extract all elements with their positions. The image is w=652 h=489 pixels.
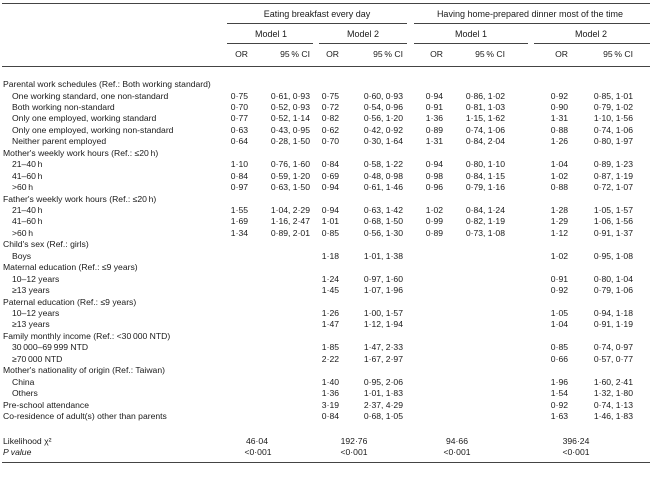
or-model2-breakfast: 0·84 <box>321 411 339 421</box>
or-model1-breakfast: 0·84 <box>230 170 248 181</box>
ci-model2-breakfast: 1·07, 1·96 <box>363 285 403 296</box>
table-row <box>2 79 650 90</box>
or-model2-dinner: 0·85 <box>550 342 568 353</box>
ci-model2-dinner: 0·74, 1·13 <box>593 399 633 410</box>
or-model1-breakfast: 0·70 <box>230 101 248 112</box>
row-label: Both working non-standard <box>12 101 115 112</box>
ci-model1-dinner: 0·84, 2·04 <box>465 136 505 147</box>
or-model1-breakfast: 0·63 <box>230 124 248 135</box>
or-model2-breakfast: 1·40 <box>321 376 339 387</box>
row-label: Father's weekly work hours (Ref.: ≤20 h) <box>3 193 157 204</box>
or-model2-dinner: 1·63 <box>550 411 568 421</box>
table-row <box>2 297 650 308</box>
or-model2-breakfast: 1·45 <box>321 285 339 296</box>
table-row <box>2 388 650 399</box>
row-label: 21–40 h <box>12 159 43 170</box>
or-model2-breakfast: 1·36 <box>321 388 339 399</box>
pvalue-row <box>2 447 650 458</box>
row-label: Child's sex (Ref.: girls) <box>3 239 89 250</box>
model2-header-breakfast: Model 2 <box>346 29 380 39</box>
or-model2-dinner: 1·12 <box>550 227 568 238</box>
table-row <box>2 239 650 250</box>
row-label: Only one employed, working non-standard <box>12 124 174 135</box>
pvalue-3: <0·001 <box>443 447 471 457</box>
or-model1-dinner: 0·91 <box>425 101 443 112</box>
or-model2-dinner: 1·54 <box>550 388 568 399</box>
ci-model2-breakfast: 1·12, 1·94 <box>363 319 403 330</box>
header-bottom-rule <box>2 66 650 67</box>
or-model2-breakfast: 0·70 <box>321 136 339 147</box>
ci-header: 95 % CI <box>373 49 403 59</box>
or-model1-breakfast: 1·69 <box>230 216 248 227</box>
ci-model2-dinner: 0·80, 1·97 <box>593 136 633 147</box>
or-model2-breakfast: 0·72 <box>321 101 339 112</box>
table-row <box>2 308 650 319</box>
ci-model2-dinner: 0·94, 1·18 <box>593 308 633 318</box>
or-model2-dinner: 0·88 <box>550 182 568 193</box>
ci-model1-dinner: 0·73, 1·08 <box>465 227 505 238</box>
or-header: OR <box>235 49 248 59</box>
ci-model2-breakfast: 0·56, 1·30 <box>363 227 403 238</box>
row-label: ≥70 000 NTD <box>12 353 63 364</box>
ci-model2-breakfast: 1·00, 1·57 <box>363 308 403 318</box>
group-header-breakfast: Eating breakfast every day <box>263 9 371 19</box>
or-model2-breakfast: 0·85 <box>321 227 339 238</box>
or-model2-breakfast: 1·47 <box>321 319 339 330</box>
or-model2-breakfast: 1·26 <box>321 308 339 318</box>
ci-model2-dinner: 0·91, 1·19 <box>593 319 633 330</box>
ci-model2-breakfast: 0·58, 1·22 <box>363 159 403 170</box>
bottom-rule <box>2 462 650 463</box>
row-label: >60 h <box>12 227 34 238</box>
or-model2-breakfast: 0·94 <box>321 204 339 215</box>
model1-header-breakfast: Model 1 <box>254 29 288 39</box>
or-model2-breakfast: 0·62 <box>321 124 339 135</box>
model1-header-dinner: Model 1 <box>454 29 488 39</box>
ci-model2-breakfast: 0·48, 0·98 <box>363 170 403 181</box>
or-model2-breakfast: 0·84 <box>321 159 339 170</box>
ci-model2-breakfast: 2·37, 4·29 <box>363 399 403 410</box>
or-model2-dinner: 1·96 <box>550 376 568 387</box>
ci-model2-breakfast: 0·97, 1·60 <box>363 273 403 284</box>
row-label: Co-residence of adult(s) other than parents <box>3 411 167 421</box>
pvalue-label: P value <box>3 447 32 457</box>
or-model1-breakfast: 0·97 <box>230 182 248 193</box>
ci-model2-breakfast: 0·61, 1·46 <box>363 182 403 193</box>
or-model1-breakfast: 0·64 <box>230 136 248 147</box>
model-rule-1 <box>227 43 313 44</box>
table-row <box>2 377 650 388</box>
ci-model2-dinner: 0·89, 1·23 <box>593 159 633 170</box>
row-label: Neither parent employed <box>12 136 107 147</box>
table-row <box>2 319 650 330</box>
or-model1-dinner: 0·94 <box>425 159 443 170</box>
ci-model1-breakfast: 0·28, 1·50 <box>270 136 310 147</box>
table-row <box>2 171 650 182</box>
row-label: China <box>12 376 35 387</box>
table-row <box>2 159 650 170</box>
or-model2-breakfast: 1·85 <box>321 342 339 353</box>
likelihood-row <box>2 436 650 447</box>
ci-model2-dinner: 1·06, 1·56 <box>593 216 633 227</box>
or-model2-dinner: 1·04 <box>550 159 568 170</box>
ci-model2-dinner: 0·79, 1·02 <box>593 101 633 112</box>
or-model2-dinner: 0·92 <box>550 399 568 410</box>
ci-model2-breakfast: 1·01, 1·83 <box>363 388 403 399</box>
column-header-row <box>2 49 650 60</box>
ci-model2-dinner: 0·72, 1·07 <box>593 182 633 193</box>
row-label: Family monthly income (Ref.: <30 000 NTD) <box>3 330 171 341</box>
ci-model1-breakfast: 0·89, 2·01 <box>270 227 310 238</box>
row-label: 41–60 h <box>12 216 43 227</box>
ci-model1-breakfast: 1·16, 2·47 <box>270 216 310 227</box>
model-rule-3 <box>414 43 528 44</box>
or-model2-breakfast: 0·69 <box>321 170 339 181</box>
or-model1-dinner: 0·96 <box>425 182 443 193</box>
or-model1-breakfast: 1·34 <box>230 227 248 238</box>
or-model2-breakfast: 0·94 <box>321 182 339 193</box>
ci-model2-breakfast: 0·63, 1·42 <box>363 204 403 215</box>
ci-model2-dinner: 1·10, 1·56 <box>593 113 633 124</box>
ci-model1-breakfast: 0·76, 1·60 <box>270 159 310 170</box>
ci-model2-dinner: 0·74, 1·06 <box>593 124 633 135</box>
or-header: OR <box>326 49 339 59</box>
or-header: OR <box>555 49 568 59</box>
or-model1-dinner: 0·89 <box>425 227 443 238</box>
ci-model1-breakfast: 0·43, 0·95 <box>270 124 310 135</box>
row-label: Others <box>12 388 38 399</box>
ci-model2-breakfast: 0·54, 0·96 <box>363 101 403 112</box>
table-row <box>2 102 650 113</box>
table-row <box>2 182 650 193</box>
row-label: Boys <box>12 250 32 261</box>
or-model2-dinner: 0·88 <box>550 124 568 135</box>
or-model2-breakfast: 0·75 <box>321 90 339 101</box>
table-row <box>2 274 650 285</box>
ci-model1-dinner: 0·86, 1·02 <box>465 90 505 101</box>
ci-model2-breakfast: 0·30, 1·64 <box>363 136 403 147</box>
table-row <box>2 113 650 124</box>
table-row <box>2 262 650 273</box>
ci-model1-dinner: 0·81, 1·03 <box>465 101 505 112</box>
row-label: Mother's weekly work hours (Ref.: ≤20 h) <box>3 147 159 158</box>
ci-model2-breakfast: 1·01, 1·38 <box>363 250 403 261</box>
or-model2-dinner: 1·02 <box>550 250 568 261</box>
or-model1-breakfast: 0·75 <box>230 90 248 101</box>
ci-header: 95 % CI <box>475 49 505 59</box>
ci-model2-dinner: 0·74, 0·97 <box>593 342 633 353</box>
or-model2-dinner: 0·92 <box>550 285 568 296</box>
or-model1-dinner: 0·99 <box>425 216 443 227</box>
row-label: Pre-school attendance <box>3 399 89 410</box>
ci-model1-dinner: 1·15, 1·62 <box>465 113 505 124</box>
row-label: One working standard, one non-standard <box>12 90 169 101</box>
or-model1-dinner: 0·98 <box>425 170 443 181</box>
table-row <box>2 148 650 159</box>
table-row <box>2 411 650 422</box>
pvalue-4: <0·001 <box>562 447 590 457</box>
ci-model1-dinner: 0·84, 1·24 <box>465 204 505 215</box>
ci-header: 95 % CI <box>603 49 633 59</box>
or-model2-dinner: 1·31 <box>550 113 568 124</box>
ci-model2-dinner: 0·85, 1·01 <box>593 90 633 101</box>
ci-model2-breakfast: 0·68, 1·05 <box>363 411 403 421</box>
or-model2-dinner: 1·02 <box>550 170 568 181</box>
or-model2-breakfast: 1·24 <box>321 273 339 284</box>
table-row <box>2 251 650 262</box>
table-row <box>2 205 650 216</box>
or-model2-breakfast: 3·19 <box>321 399 339 410</box>
row-label: 21–40 h <box>12 204 43 215</box>
ci-model2-dinner: 1·05, 1·57 <box>593 204 633 215</box>
ci-model2-dinner: 1·46, 1·83 <box>593 411 633 421</box>
or-model2-breakfast: 1·18 <box>321 250 339 261</box>
row-label: ≥13 years <box>12 285 50 296</box>
ci-model2-breakfast: 0·68, 1·50 <box>363 216 403 227</box>
model2-header-dinner: Model 2 <box>574 29 608 39</box>
ci-model2-dinner: 1·32, 1·80 <box>593 388 633 399</box>
table-row <box>2 354 650 365</box>
row-label: Mother's nationality of origin (Ref.: Taiwan) <box>3 365 165 376</box>
or-model1-dinner: 1·02 <box>425 204 443 215</box>
row-label: 41–60 h <box>12 170 43 181</box>
table-row <box>2 136 650 147</box>
ci-model2-dinner: 0·87, 1·19 <box>593 170 633 181</box>
or-model2-dinner: 1·28 <box>550 204 568 215</box>
likelihood-label: Likelihood χ² <box>3 436 52 446</box>
or-model1-dinner: 1·36 <box>425 113 443 124</box>
or-model2-dinner: 0·66 <box>550 353 568 364</box>
row-label: 10–12 years <box>12 273 60 284</box>
or-header: OR <box>430 49 443 59</box>
likelihood-value-4: 396·24 <box>562 436 590 446</box>
ci-model2-breakfast: 0·60, 0·93 <box>363 90 403 101</box>
table-row <box>2 365 650 376</box>
or-model2-dinner: 0·92 <box>550 90 568 101</box>
ci-model1-breakfast: 0·52, 0·93 <box>270 101 310 112</box>
ci-model2-dinner: 0·95, 1·08 <box>593 250 633 261</box>
ci-model2-breakfast: 1·47, 2·33 <box>363 342 403 353</box>
table-row <box>2 285 650 296</box>
or-model1-breakfast: 1·10 <box>230 159 248 170</box>
row-label: 30 000–69 999 NTD <box>12 342 89 353</box>
or-model2-dinner: 1·05 <box>550 308 568 318</box>
or-model2-breakfast: 0·82 <box>321 113 339 124</box>
ci-model2-breakfast: 0·42, 0·92 <box>363 124 403 135</box>
or-model2-breakfast: 2·22 <box>321 353 339 364</box>
group-rule-dinner <box>414 23 650 24</box>
model-rule-2 <box>319 43 407 44</box>
row-label: Paternal education (Ref.: ≤9 years) <box>3 296 137 307</box>
ci-model2-dinner: 0·57, 0·77 <box>593 353 633 364</box>
or-model1-dinner: 0·89 <box>425 124 443 135</box>
ci-model1-dinner: 0·79, 1·16 <box>465 182 505 193</box>
ci-model1-breakfast: 0·63, 1·50 <box>270 182 310 193</box>
group-header-dinner: Having home-prepared dinner most of the time <box>436 9 624 19</box>
or-model2-breakfast: 1·01 <box>321 216 339 227</box>
group-rule-breakfast <box>227 23 407 24</box>
or-model1-dinner: 1·31 <box>425 136 443 147</box>
row-label: >60 h <box>12 182 34 193</box>
likelihood-value-2: 192·76 <box>340 436 368 446</box>
ci-model2-breakfast: 0·95, 2·06 <box>363 376 403 387</box>
ci-model1-breakfast: 1·04, 2·29 <box>270 204 310 215</box>
ci-model1-dinner: 0·82, 1·19 <box>465 216 505 227</box>
table-row <box>2 125 650 136</box>
row-label: 10–12 years <box>12 308 60 318</box>
table-row <box>2 91 650 102</box>
ci-model2-dinner: 0·91, 1·37 <box>593 227 633 238</box>
model-rule-4 <box>534 43 650 44</box>
row-label: Maternal education (Ref.: ≤9 years) <box>3 262 138 273</box>
ci-model1-breakfast: 0·61, 0·93 <box>270 90 310 101</box>
or-model2-dinner: 1·04 <box>550 319 568 330</box>
or-model1-dinner: 0·94 <box>425 90 443 101</box>
ci-model1-breakfast: 0·59, 1·20 <box>270 170 310 181</box>
ci-model2-breakfast: 0·56, 1·20 <box>363 113 403 124</box>
pvalue-1: <0·001 <box>244 447 272 457</box>
or-model2-dinner: 0·91 <box>550 273 568 284</box>
ci-model2-dinner: 0·80, 1·04 <box>593 273 633 284</box>
or-model2-dinner: 1·26 <box>550 136 568 147</box>
or-model1-breakfast: 1·55 <box>230 204 248 215</box>
table-row <box>2 194 650 205</box>
or-model2-dinner: 1·29 <box>550 216 568 227</box>
table-row <box>2 228 650 239</box>
or-model2-dinner: 0·90 <box>550 101 568 112</box>
ci-model1-dinner: 0·84, 1·15 <box>465 170 505 181</box>
row-label: ≥13 years <box>12 319 50 330</box>
table-row <box>2 342 650 353</box>
table-row <box>2 331 650 342</box>
table-row <box>2 400 650 411</box>
pvalue-2: <0·001 <box>340 447 368 457</box>
ci-model2-breakfast: 1·67, 2·97 <box>363 353 403 364</box>
table-row <box>2 216 650 227</box>
top-rule <box>2 3 650 4</box>
likelihood-value-1: 46·04 <box>246 436 268 446</box>
ci-model2-dinner: 0·79, 1·06 <box>593 285 633 296</box>
ci-model1-dinner: 0·74, 1·06 <box>465 124 505 135</box>
row-label: Parental work schedules (Ref.: Both working standard) <box>3 79 211 89</box>
or-model1-breakfast: 0·77 <box>230 113 248 124</box>
ci-model1-dinner: 0·80, 1·10 <box>465 159 505 170</box>
likelihood-value-3: 94·66 <box>446 436 468 446</box>
ci-model2-dinner: 1·60, 2·41 <box>593 376 633 387</box>
ci-model1-breakfast: 0·52, 1·14 <box>270 113 310 124</box>
ci-header: 95 % CI <box>280 49 310 59</box>
row-label: Only one employed, working standard <box>12 113 157 124</box>
